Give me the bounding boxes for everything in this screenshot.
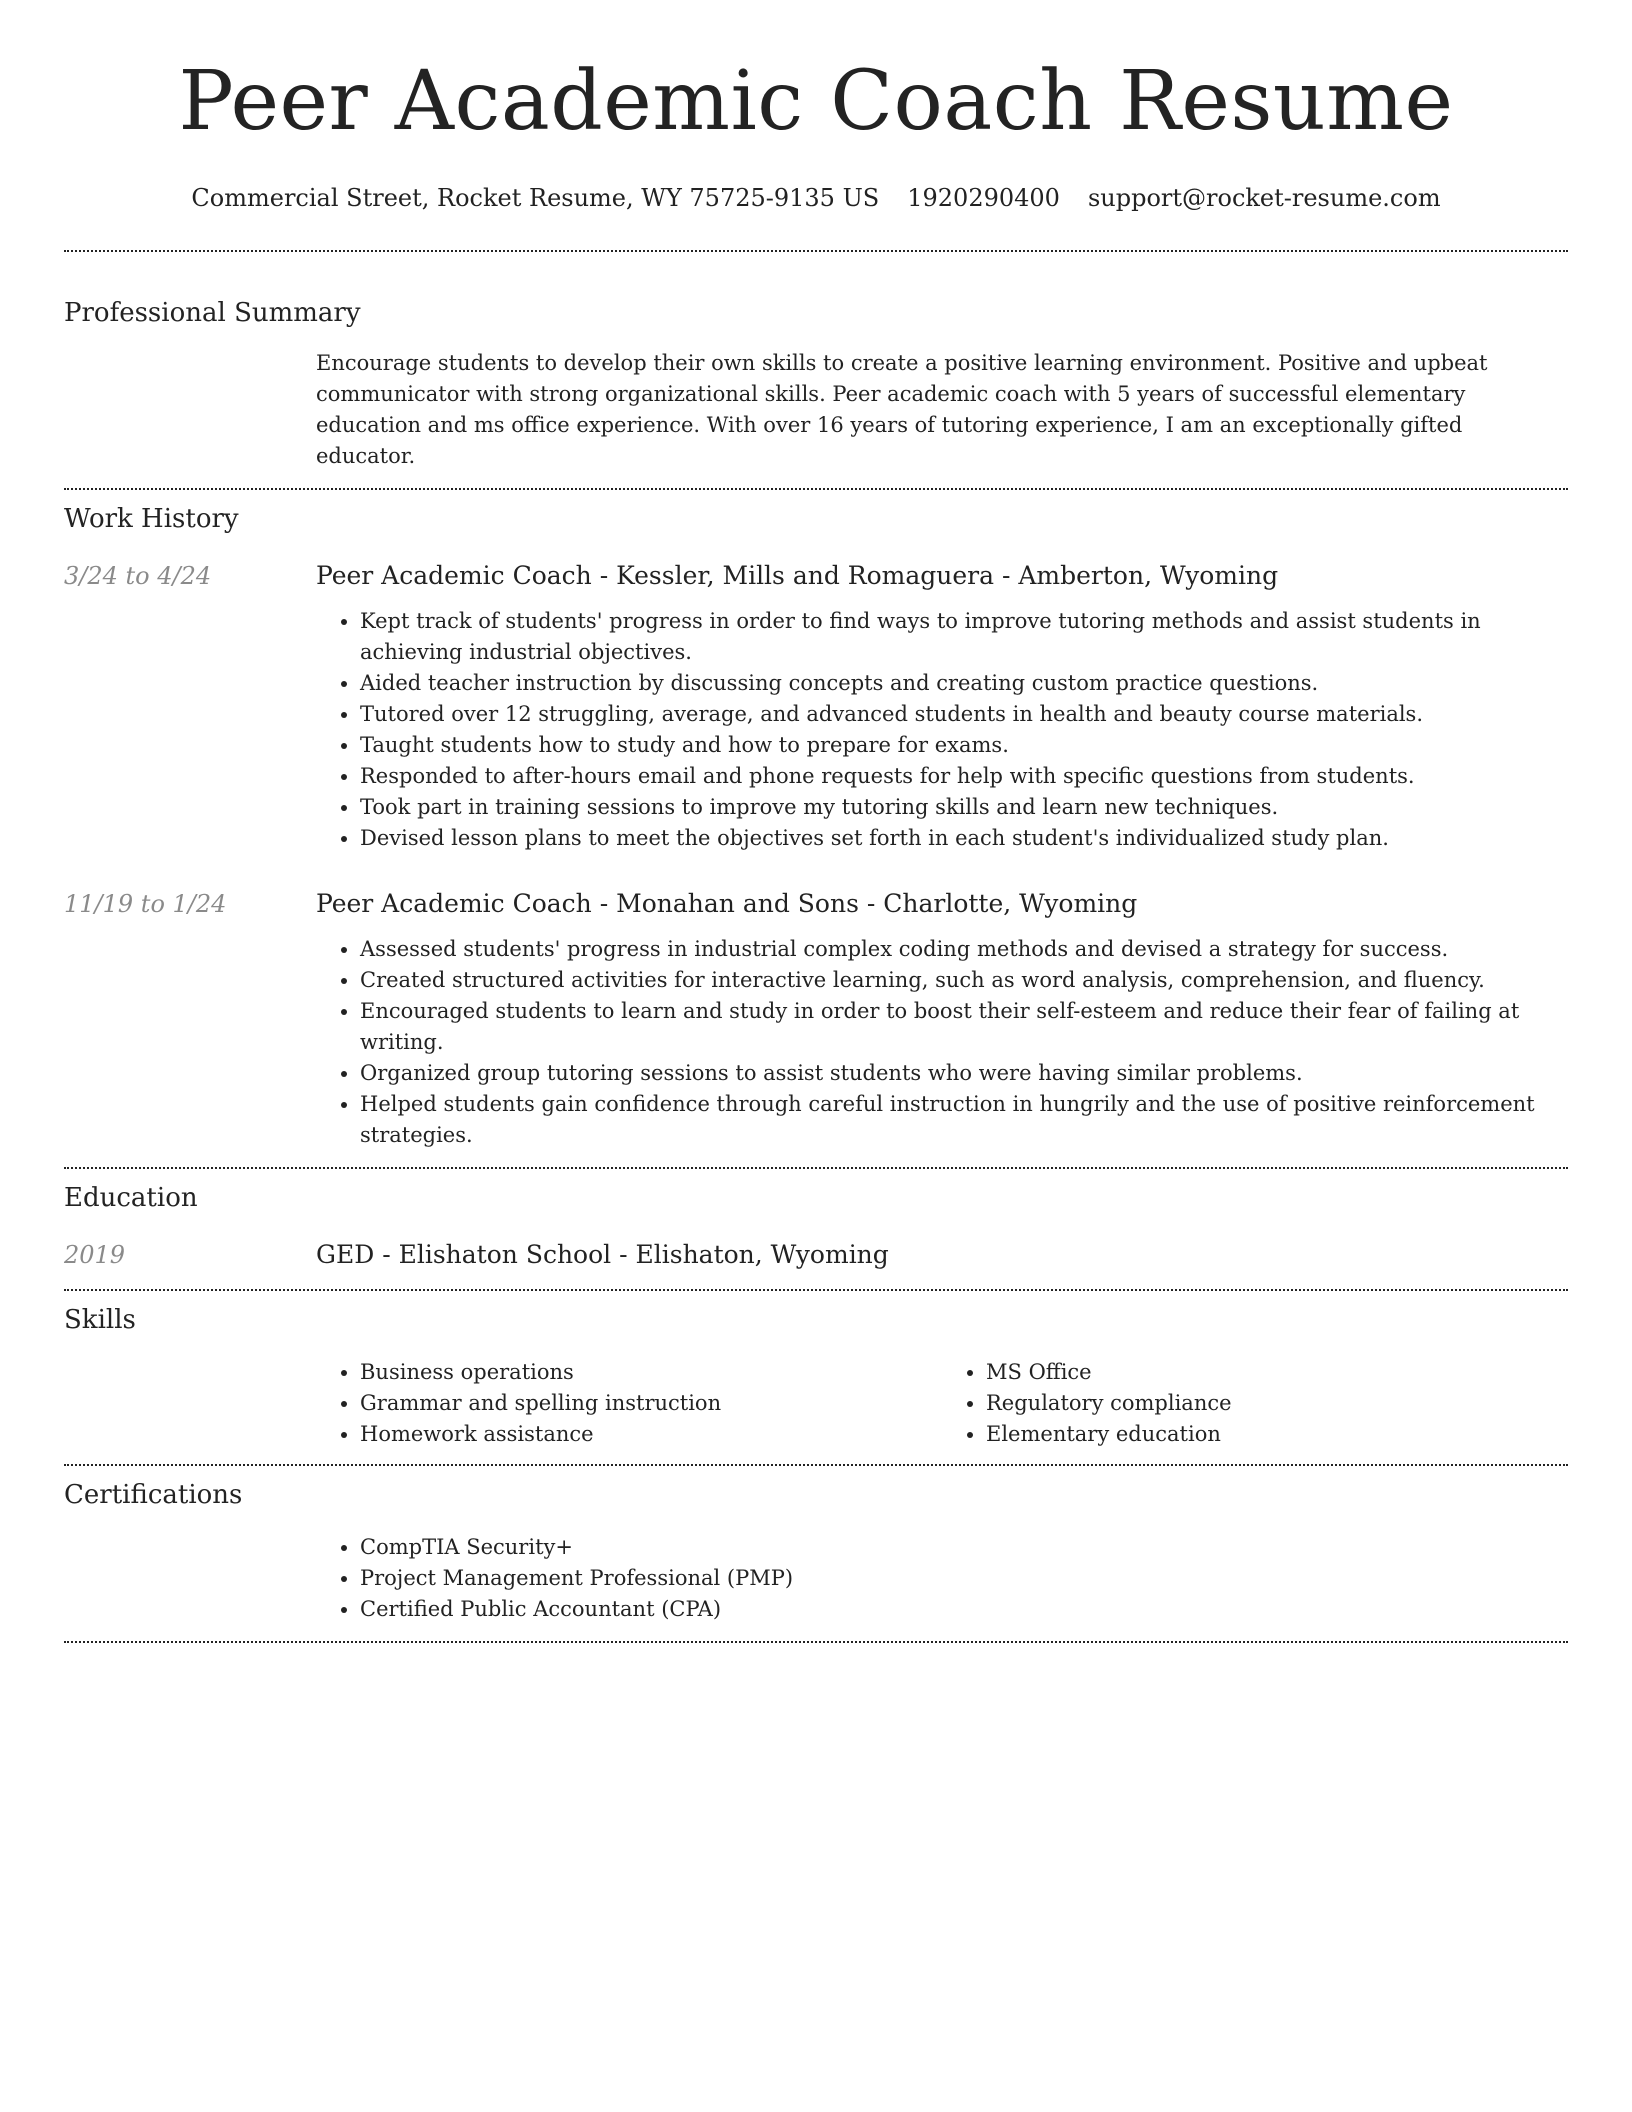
certification-item: • Certified Public Accountant (CPA) (360, 1594, 1568, 1625)
job-dates: 3/24 to 4/24 (64, 562, 212, 590)
summary-heading: Professional Summary (64, 298, 361, 328)
skill-item: • Business operations (360, 1357, 942, 1388)
skill-item: • Grammar and spelling instruction (360, 1388, 942, 1419)
job-bullet: • Kept track of students' progress in order to find ways to improve tutoring methods and assist students in achieving industrial objectives. (360, 606, 1568, 668)
job-bullet: • Took part in training sessions to improve my tutoring skills and learn new techniques. (360, 792, 1568, 823)
skill-item: • Homework assistance (360, 1419, 942, 1450)
work-history-section (64, 490, 1568, 1167)
skill-item: • MS Office (986, 1357, 1568, 1388)
resume-title: Peer Academic Coach Resume (178, 54, 1454, 149)
job-entry (64, 560, 1568, 854)
contact-line (64, 182, 1568, 214)
job-bullet: • Tutored over 12 struggling, average, and advanced students in health and beauty course materials. (360, 699, 1568, 730)
work-history-heading: Work History (64, 504, 239, 534)
skills-grid (316, 1357, 1568, 1450)
job-title: Peer Academic Coach - Kessler, Mills and Romaguera - Amberton, Wyoming (316, 561, 1279, 590)
job-bullet: • Encouraged students to learn and study in order to boost their self-esteem and reduce their fear of failing at writing. (360, 996, 1568, 1058)
skill-item: • Regulatory compliance (986, 1388, 1568, 1419)
summary-text: Encourage students to develop their own skills to create a positive learning environment. Positive and upbeat communicator with strong organizational skills. Peer academic coach with 5 years of successful elementary education and ms office experience. With over 16 years of tutoring experience, I am an exceptionally gifted educator. (316, 351, 1488, 468)
job-bullets (316, 934, 1568, 1151)
job-bullet: • Organized group tutoring sessions to assist students who were having similar problems. (360, 1058, 1568, 1089)
certifications-list (316, 1532, 1568, 1625)
job-title: Peer Academic Coach - Monahan and Sons - Charlotte, Wyoming (316, 889, 1138, 918)
education-year: 2019 (64, 1241, 126, 1269)
certifications-section (64, 1466, 1568, 1641)
skills-list-right (942, 1357, 1568, 1450)
skills-section (64, 1291, 1568, 1464)
job-bullet: • Assessed students' progress in industrial complex coding methods and devised a strategy for success. (360, 934, 1568, 965)
job-entry (64, 888, 1568, 1167)
job-bullet: • Created structured activities for interactive learning, such as word analysis, comprehension, and fluency. (360, 965, 1568, 996)
education-heading: Education (64, 1183, 198, 1213)
summary-section (64, 252, 1568, 488)
job-bullet: • Aided teacher instruction by discussing concepts and creating custom practice questions. (360, 668, 1568, 699)
job-dates: 11/19 to 1/24 (64, 890, 227, 918)
job-bullet: • Taught students how to study and how to prepare for exams. (360, 730, 1568, 761)
education-entry (64, 1239, 1568, 1289)
contact-address: Commercial Street, Rocket Resume, WY 75725-9135 US (191, 184, 880, 212)
certifications-heading: Certifications (64, 1480, 243, 1510)
education-text: GED - Elishaton School - Elishaton, Wyoming (316, 1240, 889, 1269)
job-bullet: • Helped students gain confidence through careful instruction in hungrily and the use of positive reinforcement strategies. (360, 1089, 1568, 1151)
contact-phone: 1920290400 (907, 184, 1060, 212)
job-bullet: • Devised lesson plans to meet the objectives set forth in each student's individualized study plan. (360, 823, 1568, 854)
certification-item: • Project Management Professional (PMP) (360, 1563, 1568, 1594)
contact-email: support@rocket-resume.com (1087, 184, 1441, 212)
job-bullet: • Responded to after-hours email and phone requests for help with specific questions from students. (360, 761, 1568, 792)
certification-item: • CompTIA Security+ (360, 1532, 1568, 1563)
education-section (64, 1169, 1568, 1289)
skills-heading: Skills (64, 1305, 136, 1335)
job-bullets (316, 606, 1568, 854)
section-divider (64, 1641, 1568, 1643)
skill-item: • Elementary education (986, 1419, 1568, 1450)
skills-list-left (316, 1357, 942, 1450)
